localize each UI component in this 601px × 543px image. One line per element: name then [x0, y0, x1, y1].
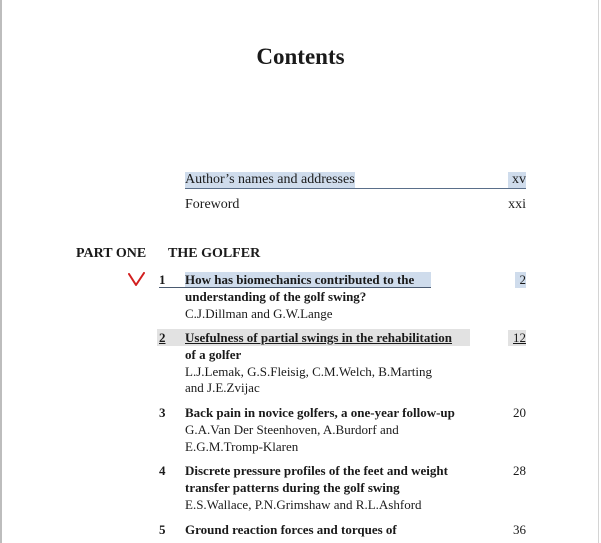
part-title: THE GOLFER [168, 246, 261, 261]
chapter-title-line[interactable]: transfer patterns during the golf swing [185, 480, 400, 495]
front-matter-foreword-label[interactable]: Foreword [185, 197, 240, 212]
front-matter-authors-page[interactable]: xv [508, 172, 526, 188]
chapter-page[interactable]: 12 [508, 330, 526, 346]
chapter-authors: C.J.Dillman and G.W.Lange [185, 306, 333, 321]
part-label: PART ONE [76, 246, 147, 261]
chapter-title-line[interactable]: How has biomechanics contributed to the [185, 272, 431, 288]
chapter-authors: and J.E.Zvijac [185, 380, 260, 395]
chapter-page[interactable]: 2 [515, 272, 526, 288]
page-left-edge [0, 0, 2, 543]
chapter-number: 2 [159, 330, 166, 345]
chapter-title-line[interactable]: Ground reaction forces and torques of [185, 522, 397, 537]
chapter-title-line[interactable]: understanding of the golf swing? [185, 289, 367, 304]
front-matter-authors-underline [185, 188, 526, 189]
front-matter-authors-label[interactable]: Author’s names and addresses [185, 172, 355, 187]
chapter-page[interactable]: 36 [513, 522, 526, 537]
page-title: Contents [256, 44, 345, 69]
chapter-number: 3 [159, 405, 166, 420]
chapter-title-line[interactable]: Back pain in novice golfers, a one-year follow-up [185, 405, 455, 420]
chapter-authors: L.J.Lemak, G.S.Fleisig, C.M.Welch, B.Marting [185, 364, 433, 379]
front-matter-foreword-page[interactable]: xxi [508, 197, 526, 212]
page-right-edge [598, 0, 599, 543]
chapter-number: 4 [159, 463, 166, 478]
chapter-title-line[interactable]: of a golfer [185, 347, 242, 362]
check-mark-icon [128, 272, 146, 288]
chapter-number: 5 [159, 522, 166, 537]
chapter-title-line[interactable]: Usefulness of partial swings in the rehabilitation [185, 330, 453, 345]
chapter-1-underline [159, 287, 431, 288]
chapter-number: 1 [159, 272, 166, 287]
chapter-authors: G.A.Van Der Steenhoven, A.Burdorf and [185, 422, 399, 437]
chapter-page[interactable]: 28 [513, 463, 526, 478]
chapter-title-line[interactable]: Discrete pressure profiles of the feet and weight [185, 463, 448, 478]
chapter-authors: E.S.Wallace, P.N.Grimshaw and R.L.Ashford [185, 497, 422, 512]
chapter-authors: E.G.M.Tromp-Klaren [185, 439, 299, 454]
chapter-page[interactable]: 20 [513, 405, 526, 420]
